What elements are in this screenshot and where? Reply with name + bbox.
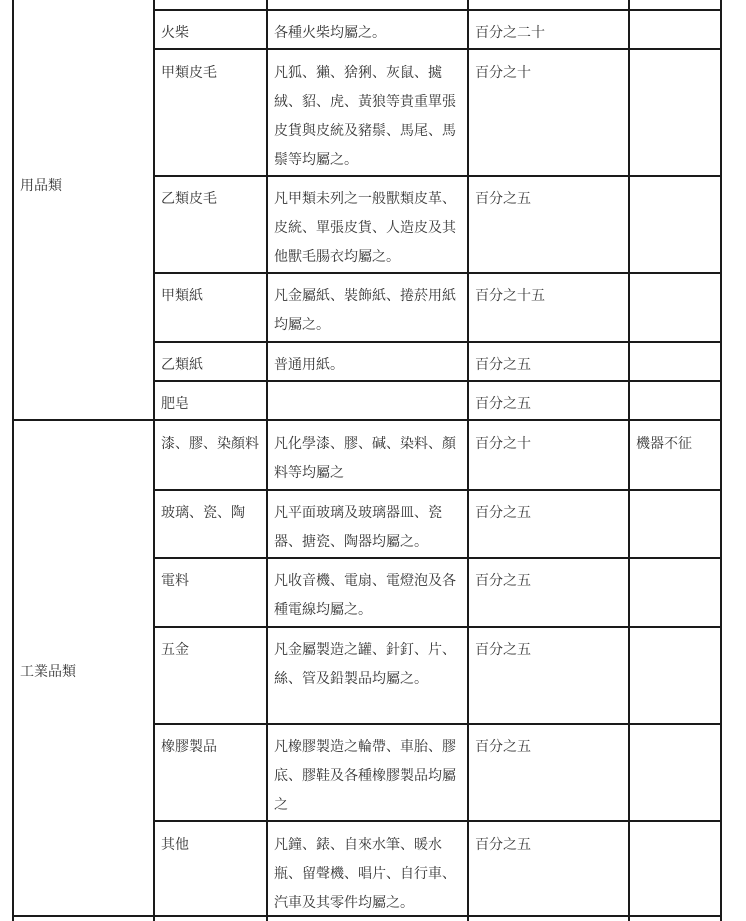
item-cell: 乙類皮毛 (161, 191, 217, 207)
rate-cell: 百分之十五 (475, 288, 545, 304)
item-cell: 肥皂 (161, 396, 189, 412)
description-cell: 凡金屬製造之罐、針釘、片、絲、管及鉛製品均屬之。 (274, 642, 456, 687)
item-cell: 玻璃、瓷、陶 (161, 505, 245, 521)
description-cell: 凡狐、獺、猞猁、灰鼠、㨿絨、貂、虎、黃狼等貴重單張皮貨與皮統及豬鬃、馬尾、馬鬃等均屬之。 (274, 65, 456, 168)
description-cell: 各種火柴均屬之。 (274, 25, 386, 41)
rate-cell: 百分之五 (475, 739, 531, 755)
column-divider (628, 0, 630, 921)
item-cell: 火柴 (161, 25, 189, 41)
group-label: 工業品類 (20, 664, 76, 680)
row-divider (153, 48, 722, 50)
rate-cell: 百分之五 (475, 191, 531, 207)
note-cell: 機器不征 (636, 436, 692, 452)
row-divider (153, 723, 722, 725)
description-cell: 凡化學漆、膠、碱、染料、顏料等均屬之 (274, 436, 456, 481)
item-cell: 甲類皮毛 (161, 65, 217, 81)
column-divider (266, 0, 268, 921)
item-cell: 電料 (161, 573, 189, 589)
row-divider (153, 557, 722, 559)
rate-cell: 百分之五 (475, 837, 531, 853)
item-cell: 乙類紙 (161, 357, 203, 373)
item-cell: 橡膠製品 (161, 739, 217, 755)
description-cell: 凡金屬紙、裝飾紙、捲菸用紙均屬之。 (274, 288, 456, 333)
row-divider (153, 272, 722, 274)
column-divider (153, 0, 155, 921)
row-divider (153, 626, 722, 628)
row-divider (153, 9, 722, 11)
row-divider (153, 380, 722, 382)
row-divider (153, 341, 722, 343)
row-divider (153, 820, 722, 822)
description-cell: 凡甲類未列之一般獸類皮革、皮統、單張皮貨、人造皮及其他獸毛腸衣均屬之。 (274, 191, 456, 265)
column-divider (467, 0, 469, 921)
rate-cell: 百分之五 (475, 642, 531, 658)
rate-cell: 百分之五 (475, 505, 531, 521)
row-divider (153, 175, 722, 177)
item-cell: 其他 (161, 837, 189, 853)
description-cell: 普通用紙。 (274, 357, 344, 373)
item-cell: 甲類紙 (161, 288, 203, 304)
row-divider (153, 489, 722, 491)
description-cell: 凡收音機、電扇、電燈泡及各種電線均屬之。 (274, 573, 456, 618)
rate-cell: 百分之十 (475, 65, 531, 81)
table-border-right (720, 0, 722, 921)
rate-cell: 百分之十 (475, 436, 531, 452)
rate-cell: 百分之二十 (475, 25, 545, 41)
item-cell: 五金 (161, 642, 189, 658)
rate-cell: 百分之五 (475, 396, 531, 412)
rate-cell: 百分之五 (475, 573, 531, 589)
group-divider (12, 419, 722, 421)
table-border-left (12, 0, 14, 921)
description-cell: 凡鐘、錶、自來水筆、暖水瓶、留聲機、唱片、自行車、汽車及其零件均屬之。 (274, 837, 456, 911)
rate-cell: 百分之五 (475, 357, 531, 373)
item-cell: 漆、膠、染顏料 (161, 436, 259, 452)
description-cell: 凡橡膠製造之輪帶、車胎、膠底、膠鞋及各種橡膠製品均屬之 (274, 739, 456, 813)
description-cell: 凡平面玻璃及玻璃器皿、瓷器、搪瓷、陶器均屬之。 (274, 505, 442, 550)
group-label: 用品類 (20, 178, 62, 194)
